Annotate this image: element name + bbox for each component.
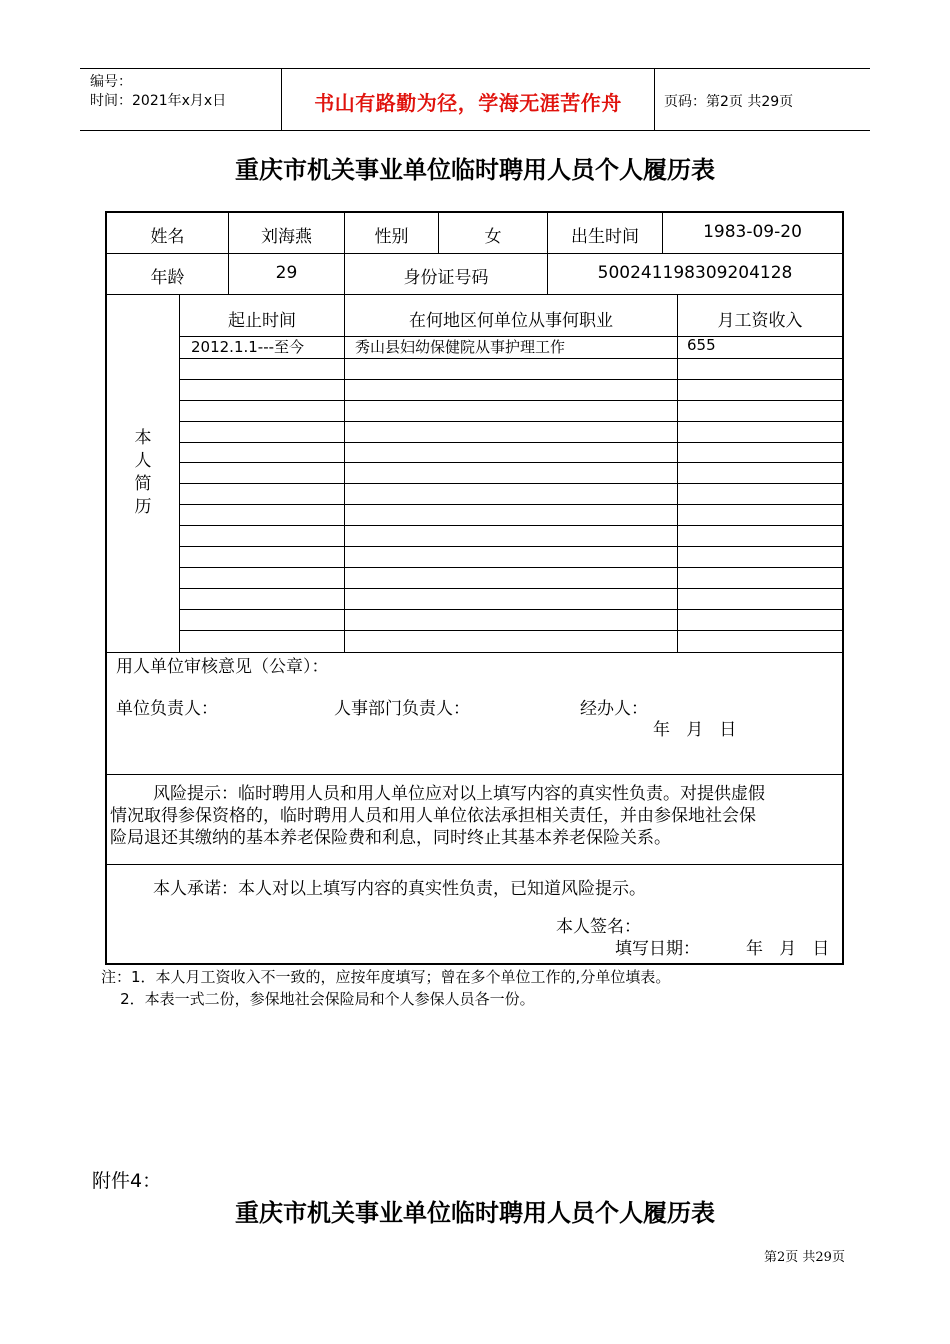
- risk-warning-line: 风险提示：临时聘用人员和用人单位应对以上填写内容的真实性负责。对提供虚假: [153, 784, 765, 804]
- resume-row-divider: [179, 442, 844, 443]
- row-divider: [105, 253, 844, 254]
- gender-value: 女: [484, 227, 502, 247]
- signature-label: 本人签名：: [556, 917, 641, 937]
- resume-period: 2012.1.1---至今: [191, 338, 305, 356]
- promise-text: 本人承诺：本人对以上填写内容的真实性负责，已知道风险提示。: [153, 879, 646, 899]
- note-line: 注：1．本人月工资收入不一致的，应按年度填写；曾在多个单位工作的,分单位填表。: [101, 968, 671, 986]
- resume-label-char: 本: [134, 428, 152, 448]
- resume-row-divider: [179, 462, 844, 463]
- gender-label: 性别: [374, 227, 409, 247]
- column-divider: [344, 295, 345, 652]
- resume-row-divider: [179, 421, 844, 422]
- document-title-repeat: 重庆市机关事业单位临时聘用人员个人履历表: [235, 1198, 715, 1227]
- header-page-info: 页码：第2页 共29页: [664, 94, 794, 110]
- unit-head-label: 单位负责人：: [116, 699, 218, 719]
- fill-date-value: 年 月 日: [746, 939, 830, 959]
- resume-label-char: 简: [134, 474, 152, 494]
- name-label: 姓名: [150, 227, 185, 247]
- column-divider: [179, 295, 180, 652]
- birth-label: 出生时间: [571, 227, 639, 247]
- resume-row-divider: [179, 379, 844, 380]
- resume-row-divider: [179, 358, 844, 359]
- fill-date-label: 填写日期：: [615, 939, 700, 959]
- row-divider: [105, 864, 844, 865]
- header-meta: [90, 73, 226, 111]
- resume-row-divider: [179, 525, 844, 526]
- resume-header-work: 在何地区何单位从事何职业: [409, 311, 613, 331]
- resume-label-char: 历: [134, 497, 152, 517]
- age-label: 年龄: [150, 268, 185, 288]
- note-line: 2．本表一式二份，参保地社会保险局和个人参保人员各一份。: [101, 990, 535, 1008]
- resume-header-salary: 月工资收入: [717, 311, 803, 331]
- resume-header-period: 起止时间: [228, 311, 296, 331]
- row-divider: [105, 774, 844, 775]
- header-divider: [654, 69, 655, 130]
- form-border: [105, 963, 844, 965]
- resume-row-divider: [179, 546, 844, 547]
- resume-row-divider: [179, 400, 844, 401]
- time-label: 时间：2021年x月x日: [90, 93, 227, 109]
- annex-label: 附件4：: [92, 1170, 162, 1192]
- form-border: [105, 211, 107, 965]
- resume-label-char: 人: [134, 451, 152, 471]
- age-value: 29: [275, 263, 298, 283]
- resume-row-divider: [179, 588, 844, 589]
- id-label: 身份证号码: [403, 268, 489, 288]
- risk-warning: [110, 783, 840, 849]
- form-border: [105, 211, 844, 213]
- resume-row-divider: [179, 567, 844, 568]
- hr-head-label: 人事部门负责人：: [334, 699, 470, 719]
- resume-work: 秀山县妇幼保健院从事护理工作: [355, 338, 566, 356]
- resume-salary: 655: [687, 336, 716, 354]
- page-header: [80, 68, 870, 131]
- header-motto: 书山有路勤为径，学海无涯苦作舟: [314, 91, 622, 115]
- resume-row-divider: [179, 609, 844, 610]
- row-divider: [105, 294, 844, 295]
- resume-section-label: [107, 427, 179, 519]
- document-title: 重庆市机关事业单位临时聘用人员个人履历表: [235, 155, 715, 184]
- resume-form: [105, 211, 844, 965]
- name-value: 刘海燕: [261, 227, 312, 247]
- page-footer: 第2页 共29页: [764, 1250, 845, 1265]
- risk-warning-line: 险局退还其缴纳的基本养老保险费和利息，同时终止其基本养老保险关系。: [110, 828, 671, 848]
- risk-warning-line: 情况取得参保资格的，临时聘用人员和用人单位依法承担相关责任，并由参保地社会保: [110, 806, 756, 826]
- birth-value: 1983-09-20: [703, 222, 802, 242]
- serial-number-label: 编号：: [90, 74, 132, 90]
- id-value: 500241198309204128: [597, 263, 793, 283]
- form-notes: [101, 966, 670, 1010]
- review-opinion-label: 用人单位审核意见（公章）：: [116, 657, 329, 677]
- handler-label: 经办人：: [580, 699, 648, 719]
- resume-row-divider: [179, 630, 844, 631]
- column-divider: [677, 295, 678, 652]
- resume-row-divider: [179, 483, 844, 484]
- resume-row-divider: [179, 504, 844, 505]
- review-date: 年 月 日: [653, 720, 737, 740]
